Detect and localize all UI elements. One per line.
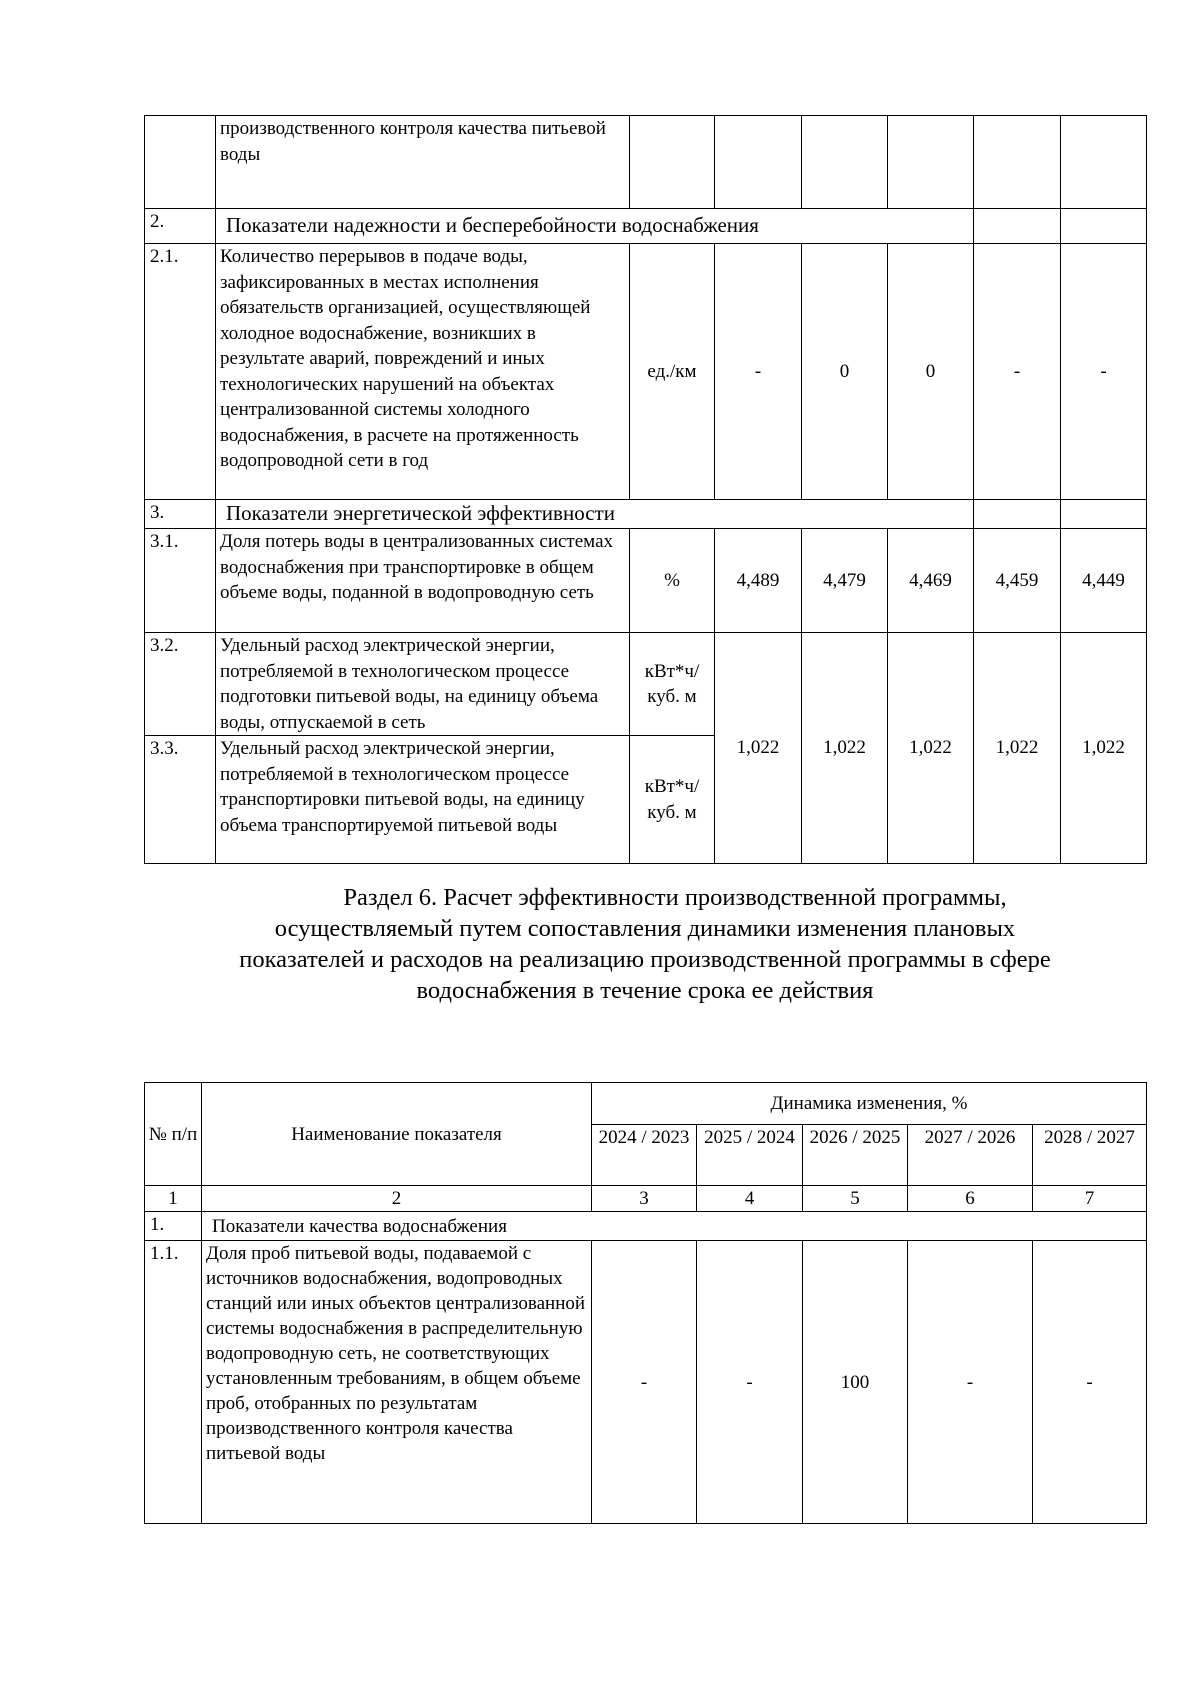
value-cell <box>715 116 802 209</box>
row-number: 3.3. <box>145 736 216 864</box>
section-row <box>145 500 1147 529</box>
indicator-name: Доля потерь воды в централизованных системах водоснабжения при транспортировке в общем объеме воды, поданной в водопроводную сеть <box>216 529 630 633</box>
unit: кВт*ч/ куб. м <box>630 633 715 736</box>
value-cell: 4,479 <box>802 529 888 633</box>
table-row <box>145 1241 1147 1524</box>
indicator-name: Количество перерывов в подаче воды, зафиксированных в местах исполнения обязательств организацией, осуществляющей холодное водоснабжение, возникших в результате аварий, повреждений и иных технологических нарушений на объектах централизованной системы холодного водоснабжения, в расчете на протяженность водопроводной сети в год <box>216 244 630 500</box>
section-title: Показатели энергетической эффективности <box>216 500 974 529</box>
row-number: 3.2. <box>145 633 216 736</box>
section-number: 3. <box>145 500 216 529</box>
column-number: 6 <box>908 1186 1033 1212</box>
merged-value-cell: 1,022 <box>888 633 974 864</box>
column-number: 5 <box>803 1186 908 1212</box>
value-cell: - <box>592 1241 697 1524</box>
value-cell <box>888 116 974 209</box>
table-row <box>145 244 1147 500</box>
table-row <box>145 633 1147 736</box>
column-number: 7 <box>1033 1186 1147 1212</box>
value-cell: 4,459 <box>974 529 1061 633</box>
column-number: 2 <box>202 1186 592 1212</box>
header-year: 2026 / 2025 <box>803 1125 908 1186</box>
column-number: 4 <box>697 1186 803 1212</box>
column-number: 1 <box>145 1186 202 1212</box>
row-number: 3.1. <box>145 529 216 633</box>
value-cell: - <box>715 244 802 500</box>
row-number: 1.1. <box>145 1241 202 1524</box>
section-row <box>145 1212 1147 1241</box>
value-cell <box>1061 209 1147 244</box>
column-number: 3 <box>592 1186 697 1212</box>
unit: % <box>630 529 715 633</box>
indicator-name: Удельный расход электрической энергии, потребляемой в технологическом процессе подготовки питьевой воды, на единицу объема воды, отпускаемой в сеть <box>216 633 630 736</box>
value-cell <box>974 209 1061 244</box>
value-cell: - <box>974 244 1061 500</box>
value-cell <box>802 116 888 209</box>
value-cell <box>1061 116 1147 209</box>
header-number: № п/п <box>145 1083 202 1186</box>
header-dynamics: Динамика изменения, % <box>592 1083 1147 1125</box>
heading-line: водоснабжения в течение срока ее действия <box>416 977 874 1004</box>
merged-value-cell: 1,022 <box>1061 633 1147 864</box>
section-title: Показатели надежности и бесперебойности водоснабжения <box>216 209 974 244</box>
header-year: 2024 / 2023 <box>592 1125 697 1186</box>
value-cell: 4,449 <box>1061 529 1147 633</box>
heading-line: Раздел 6. Расчет эффективности производственной программы, <box>343 884 1007 911</box>
value-cell: - <box>908 1241 1033 1524</box>
indicator-name-cell: производственного контроля качества питьевой воды <box>216 116 630 209</box>
heading-line: осуществляемый путем сопоставления динамики изменения плановых <box>274 915 1016 942</box>
value-cell: 100 <box>803 1241 908 1524</box>
header-indicator-name: Наименование показателя <box>202 1083 592 1186</box>
value-cell <box>974 116 1061 209</box>
value-cell: - <box>1033 1241 1147 1524</box>
unit: ед./км <box>630 244 715 500</box>
indicators-table-continued <box>144 115 1147 864</box>
value-cell: - <box>1061 244 1147 500</box>
header-year: 2028 / 2027 <box>1033 1125 1147 1186</box>
header-row <box>145 1083 1147 1125</box>
header-year: 2025 / 2024 <box>697 1125 803 1186</box>
row-number-cell <box>145 116 216 209</box>
section-number: 1. <box>145 1212 202 1241</box>
indicator-name: Удельный расход электрической энергии, потребляемой в технологическом процессе транспортировки питьевой воды, на единицу объема транспортируемой питьевой воды <box>216 736 630 864</box>
value-cell <box>974 500 1061 529</box>
value-cell: 4,469 <box>888 529 974 633</box>
merged-value-cell: 1,022 <box>715 633 802 864</box>
unit: кВт*ч/ куб. м <box>630 736 715 864</box>
section-title: Показатели качества водоснабжения <box>202 1212 1147 1241</box>
value-cell: 0 <box>802 244 888 500</box>
table-row <box>145 529 1147 633</box>
merged-value-cell: 1,022 <box>974 633 1061 864</box>
unit-cell <box>630 116 715 209</box>
heading-line: показателей и расходов на реализацию производственной программы в сфере <box>239 946 1051 973</box>
merged-value-cell: 1,022 <box>802 633 888 864</box>
value-cell: - <box>697 1241 803 1524</box>
row-number: 2.1. <box>145 244 216 500</box>
section-number: 2. <box>145 209 216 244</box>
indicator-name: Доля проб питьевой воды, подаваемой с источников водоснабжения, водопроводных станций или иных объектов централизованной системы водоснабжения в распределительную водопроводную сеть, не соответствующих установленным требованиям, в общем объеме проб, отобранных по результатам производственного контроля качества питьевой воды <box>202 1241 592 1524</box>
header-year: 2027 / 2026 <box>908 1125 1033 1186</box>
value-cell: 4,489 <box>715 529 802 633</box>
table-row <box>145 116 1147 209</box>
value-cell: 0 <box>888 244 974 500</box>
section6-heading <box>144 882 1146 1006</box>
column-number-row <box>145 1186 1147 1212</box>
efficiency-dynamics-table <box>144 1082 1147 1524</box>
section-row <box>145 209 1147 244</box>
value-cell <box>1061 500 1147 529</box>
